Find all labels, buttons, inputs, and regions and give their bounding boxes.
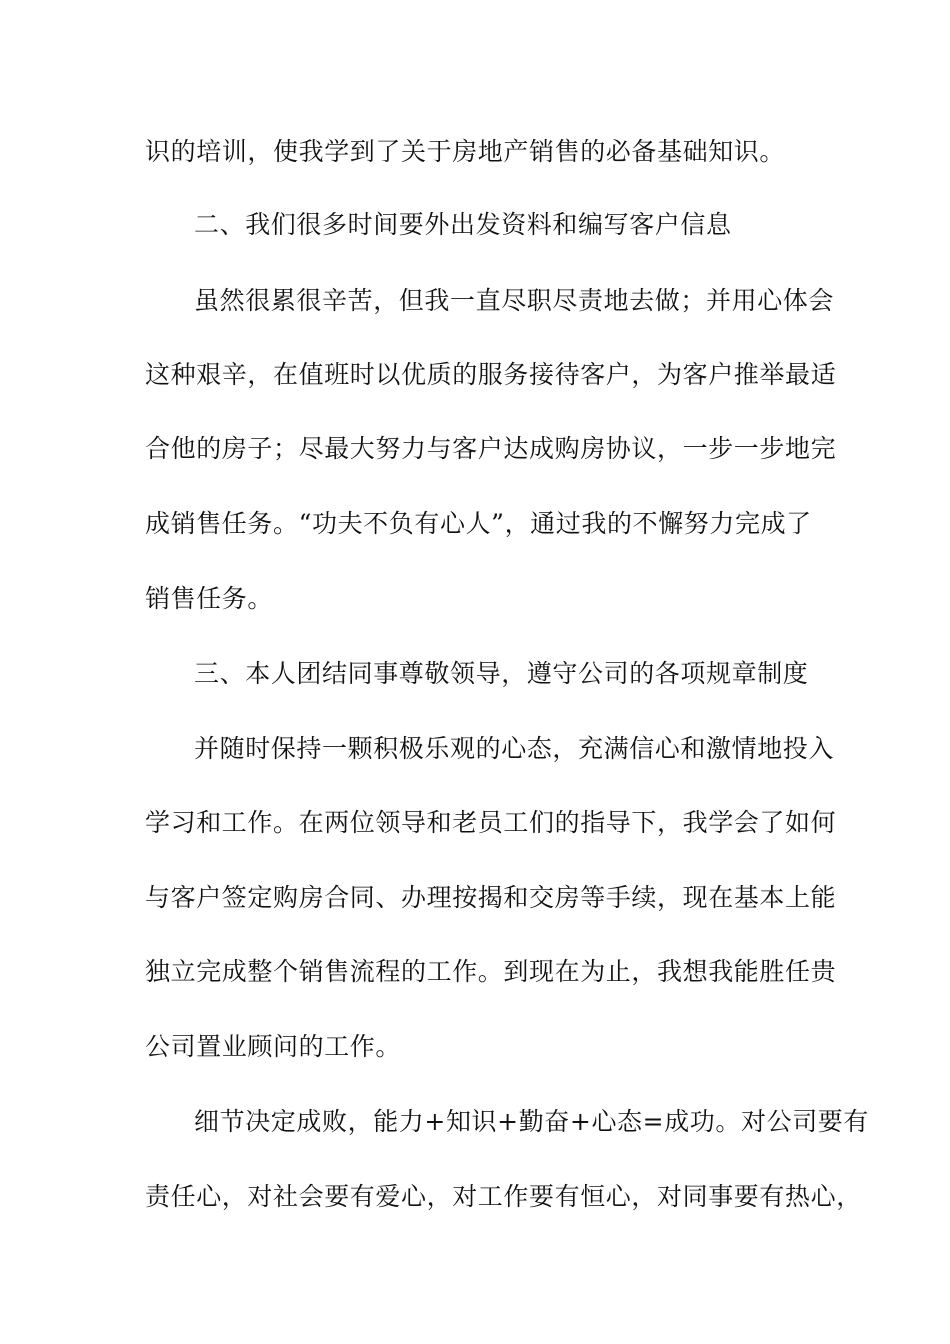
text-line: 并随时保持一颗积极乐观的心态，充满信心和激情地投入 [194, 734, 835, 763]
text-line: 公司置业顾问的工作。 [145, 1032, 402, 1061]
text-line: 细节决定成败，能力+知识+勤奋+心态=成功。对公司要有 [194, 1107, 869, 1136]
section-heading: 三、本人团结同事尊敬领导，遵守公司的各项规章制度 [194, 659, 809, 688]
text-line: 合他的房子；尽最大努力与客户达成购房协议，一步一步地完 [145, 434, 837, 463]
text-line: 与客户签定购房合同、办理按揭和交房等手续，现在基本上能 [145, 883, 837, 912]
text-line: 这种艰辛，在值班时以优质的服务接待客户，为客户推举最适 [145, 360, 837, 389]
text-line: 责任心，对社会要有爱心，对工作要有恒心，对同事要有热心， [145, 1182, 862, 1211]
text-line: 虽然很累很辛苦，但我一直尽职尽责地去做；并用心体会 [194, 286, 835, 315]
section-heading: 二、我们很多时间要外出发资料和编写客户信息 [194, 210, 732, 239]
text-line: 成销售任务。“功夫不负有心人”，通过我的不懈努力完成了 [145, 509, 812, 538]
text-line: 独立完成整个销售流程的工作。到现在为止，我想我能胜任贵 [145, 957, 837, 986]
text-line: 销售任务。 [145, 584, 274, 613]
text-line: 学习和工作。在两位领导和老员工们的指导下，我学会了如何 [145, 808, 837, 837]
text-line: 识的培训，使我学到了关于房地产销售的必备基础知识。 [145, 137, 786, 166]
